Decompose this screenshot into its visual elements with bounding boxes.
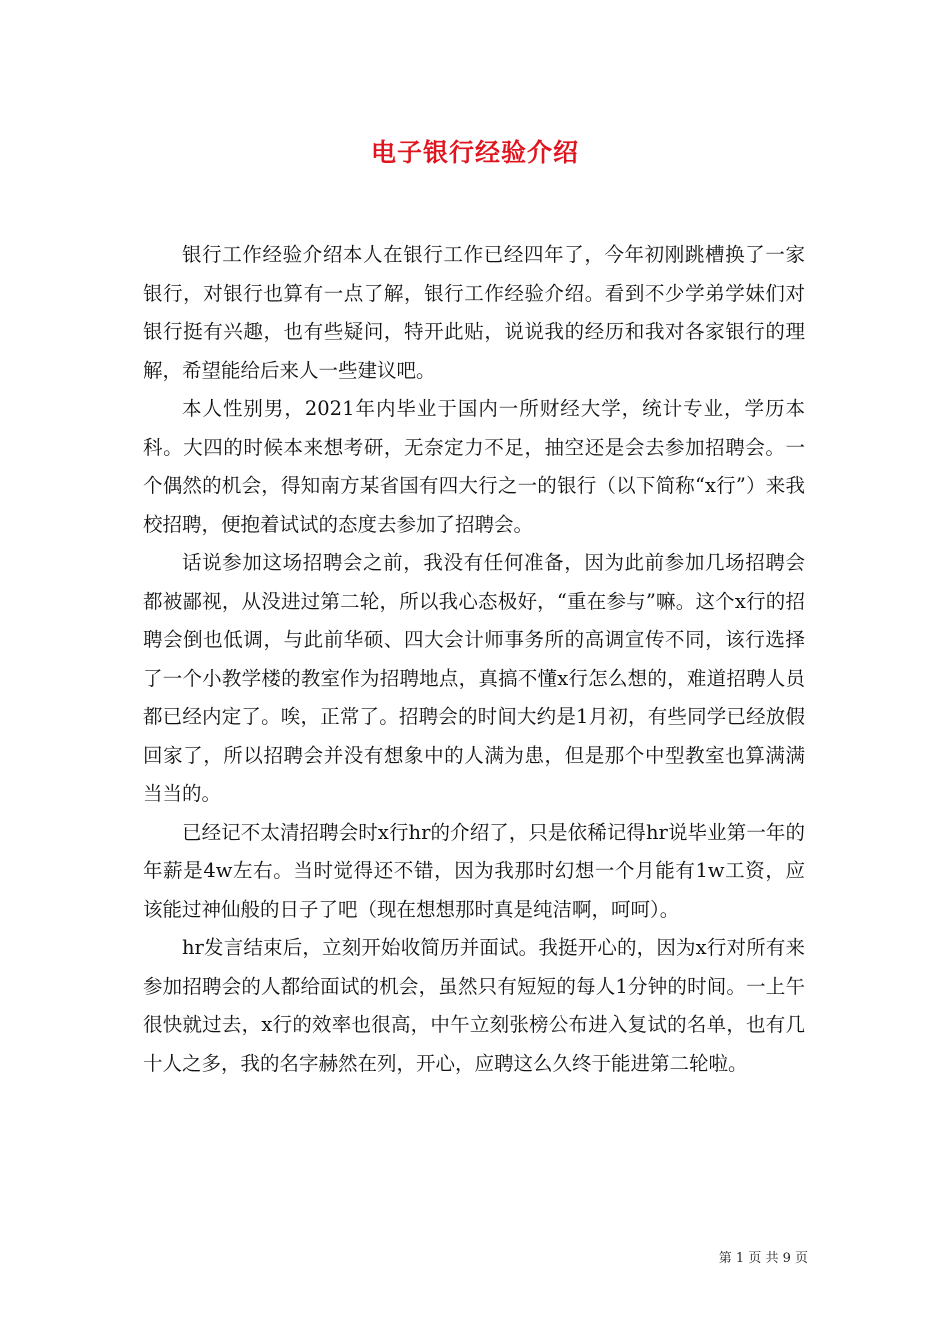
paragraph: 本人性别男，2021年内毕业于国内一所财经大学，统计专业，学历本科。大四的时候本来想考研，无奈定力不足，抽空还是会去参加招聘会。一个偶然的机会，得知南方某省国有四大行之一的银行（以下简称“x行”）来我校招聘，便抱着试试的态度去参加了招聘会。: [143, 397, 805, 536]
paragraph: 话说参加这场招聘会之前，我没有任何准备，因为此前参加几场招聘会都被鄙视，从没进过第二轮，所以我心态极好，“重在参与”嘛。这个x行的招聘会倒也低调，与此前华硕、四大会计师事务所的高调宣传不同，该行选择了一个小教学楼的教室作为招聘地点，真搞不懂x行怎么想的，难道招聘人员都已经内定了。唉，正常了。招聘会的时间大约是1月初，有些同学已经放假回家了，所以招聘会并没有想象中的人满为患，但是那个中型教室也算满满当当的。: [143, 551, 805, 805]
paragraph: 已经记不太清招聘会时x行hr的介绍了，只是依稀记得hr说毕业第一年的年薪是4w左右。当时觉得还不错，因为我那时幻想一个月能有1w工资，应该能过神仙般的日子了吧（现在想想那时真是纯洁啊，呵呵）。: [143, 820, 805, 921]
document-title: 电子银行经验介绍: [370, 138, 579, 167]
document-body: [143, 236, 805, 1083]
paragraph: 银行工作经验介绍本人在银行工作已经四年了，今年初刚跳槽换了一家银行，对银行也算有一点了解，银行工作经验介绍。看到不少学弟学妹们对银行挺有兴趣，也有些疑问，特开此贴，说说我的经历和我对各家银行的理解，希望能给后来人一些建议吧。: [143, 243, 805, 382]
paragraph: hr发言结束后，立刻开始收简历并面试。我挺开心的，因为x行对所有来参加招聘会的人都给面试的机会，虽然只有短短的每人1分钟的时间。一上午很快就过去，x行的效率也很高，中午立刻张榜公布进入复试的名单，也有几十人之多，我的名字赫然在列，开心，应聘这么久终于能进第二轮啦。: [143, 936, 805, 1075]
page-number: 第 1 页 共 9 页: [718, 1251, 808, 1266]
